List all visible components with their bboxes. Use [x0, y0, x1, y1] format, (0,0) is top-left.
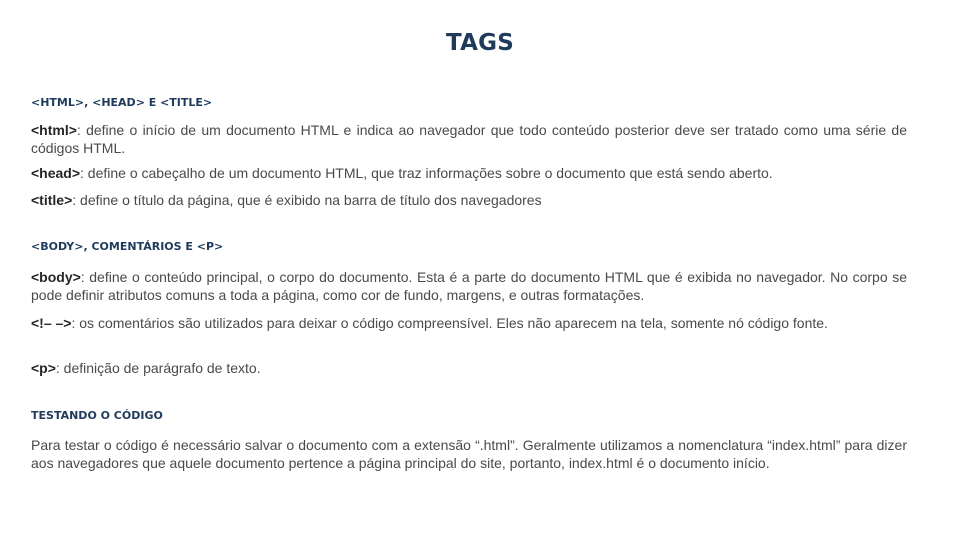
tag-description: : os comentários são utilizados para deixar o código compreensível. Eles não aparecem na tela, somente nó código fonte. [71, 315, 828, 331]
tag-name: <html> [31, 122, 77, 138]
tag-name: <head> [31, 165, 81, 181]
tag-name: <p> [31, 360, 56, 376]
paragraph-title-tag [31, 191, 907, 209]
paragraph-comment-tag [31, 314, 907, 332]
paragraph-head-tag [31, 164, 907, 182]
paragraph-testing-code: Para testar o código é necessário salvar o documento com a extensão “.html”. Geralmente utilizamos a nomenclatura “index.html” para dizer aos navegadores que aquele documento pertence a página principal do site, portanto, index.html é o documento início. [31, 437, 907, 471]
section-heading-body-comments-p: <BODY>, COMENTÁRIOS E <P> [31, 240, 224, 253]
paragraph-html-tag [31, 121, 907, 157]
tag-name: <body> [31, 269, 81, 285]
tag-description: : define o início de um documento HTML e indica ao navegador que todo conteúdo posterior deve ser tratado como uma série de códigos HTML. [31, 122, 907, 156]
section-heading-testing-code: TESTANDO O CÓDIGO [31, 409, 163, 422]
tag-description: : define o título da página, que é exibido na barra de título dos navegadores [72, 192, 542, 208]
tag-description: : definição de parágrafo de texto. [55, 360, 261, 376]
tag-name: <!– –> [31, 315, 72, 331]
tag-name: <title> [31, 192, 73, 208]
slide-title: TAGS [446, 30, 514, 56]
tag-description: : define o cabeçalho de um documento HTML, que traz informações sobre o documento que está sendo aberto. [80, 165, 773, 181]
paragraph-p-tag [31, 359, 907, 377]
tag-description: : define o conteúdo principal, o corpo do documento. Esta é a parte do documento HTML que é exibida no navegador. No corpo se pode definir atributos comuns a toda a página, como cor de fundo, margens, e outras formatações. [31, 269, 907, 303]
paragraph-body-tag [31, 268, 907, 304]
section-heading-html-head-title: <HTML>, <HEAD> E <TITLE> [31, 96, 213, 109]
